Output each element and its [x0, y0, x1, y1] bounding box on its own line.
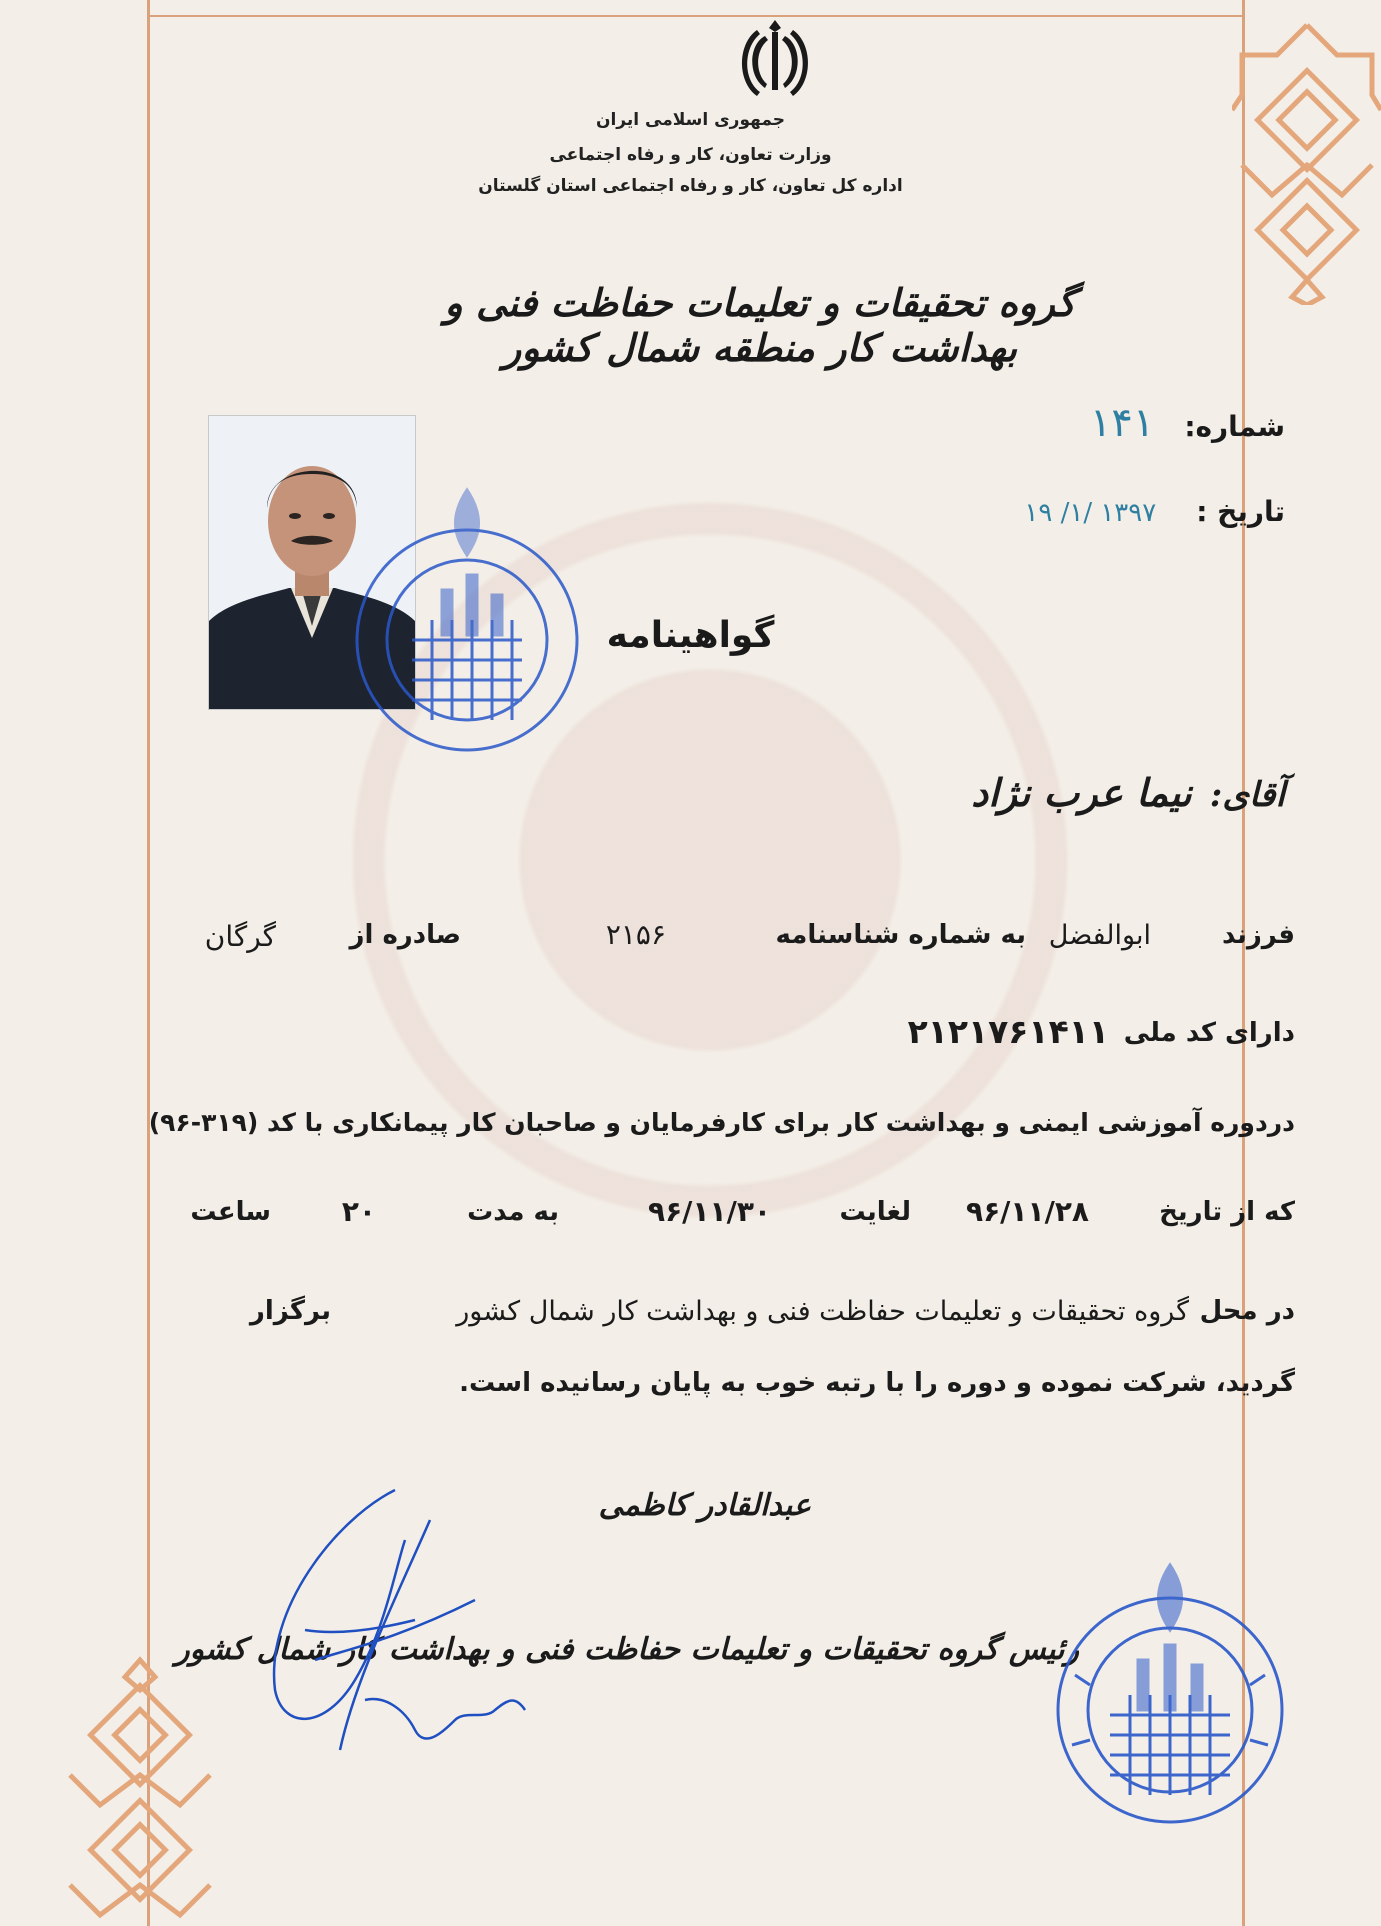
issued-from: گرگان — [204, 920, 276, 953]
national-code-label: دارای کد ملی — [1123, 1018, 1295, 1048]
date-row — [885, 495, 1285, 528]
recipient-name: نیما عرب نژاد — [971, 770, 1192, 815]
venue-label: در محل — [1199, 1296, 1295, 1326]
header-department: اداره کل تعاون، کار و رفاه اجتماعی استان گلستان — [478, 176, 903, 196]
document-title: گواهینامه — [606, 615, 775, 656]
course-line: دردوره آموزشی ایمنی و بهداشت کار برای کارفرمایان و صاحبان کار پیمانکاری با کد (۳۱۹-۹۶) — [148, 1108, 1295, 1137]
to-label: لغایت — [839, 1197, 911, 1227]
frame-top-border — [147, 15, 1245, 17]
venue: گروه تحقیقات و تعلیمات حفاظت فنی و بهداشت کار شمال کشور — [456, 1296, 1189, 1327]
duration-label: به مدت — [467, 1197, 559, 1227]
organization-stamp-bottom — [1050, 1545, 1290, 1835]
recipient-label: آقای: — [1209, 775, 1285, 815]
hours-label: ساعت — [190, 1197, 271, 1227]
number-label: شماره: — [1184, 410, 1285, 443]
recipient-row — [971, 770, 1285, 815]
national-code: ۲۱۲۱۷۶۱۴۱۱ — [907, 1012, 1109, 1051]
signatory-title: رئیس گروه تحقیقات و تعلیمات حفاظت فنی و بهداشت کار شمال کشور — [175, 1632, 1079, 1667]
id-number: ۲۱۵۶ — [605, 918, 666, 951]
header-country: جمهوری اسلامی ایران — [595, 110, 786, 130]
from-date-label: که از تاریخ — [1159, 1197, 1295, 1227]
handwritten-signature — [245, 1480, 575, 1770]
father-name: ابوالفضل — [1048, 920, 1151, 951]
from-date: ۹۶/۱۱/۲۸ — [966, 1195, 1089, 1228]
duration-value: ۲۰ — [341, 1195, 376, 1228]
header-ministry: وزارت تعاون، کار و رفاه اجتماعی — [549, 145, 832, 165]
group-title: گروه تحقیقات و تعلیمات حفاظت فنی و بهداشت کار منطقه شمال کشور — [444, 280, 1076, 370]
held-label: برگزار — [249, 1296, 331, 1326]
frame-left-border — [147, 0, 150, 1926]
child-of-label: فرزند — [1222, 920, 1295, 950]
issued-from-label: صادره از — [349, 920, 461, 950]
date-value: ۱۳۹۷ /۱/ ۱۹ — [1024, 498, 1157, 528]
ornament-bottom-left — [60, 1655, 220, 1926]
date-label: تاریخ : — [1196, 495, 1285, 528]
to-date: ۹۶/۱۱/۳۰ — [648, 1195, 771, 1228]
number-row — [885, 400, 1285, 446]
signatory-name: عبدالقادر کاظمی — [598, 1488, 811, 1523]
number-value: ۱۴۱ — [1089, 400, 1155, 446]
id-number-label: به شماره شناسنامه — [775, 920, 1026, 950]
iran-emblem-icon — [735, 18, 815, 100]
completion-line: گردید، شرکت نموده و دوره را با رتبه خوب به پایان رسانیده است. — [459, 1368, 1295, 1398]
